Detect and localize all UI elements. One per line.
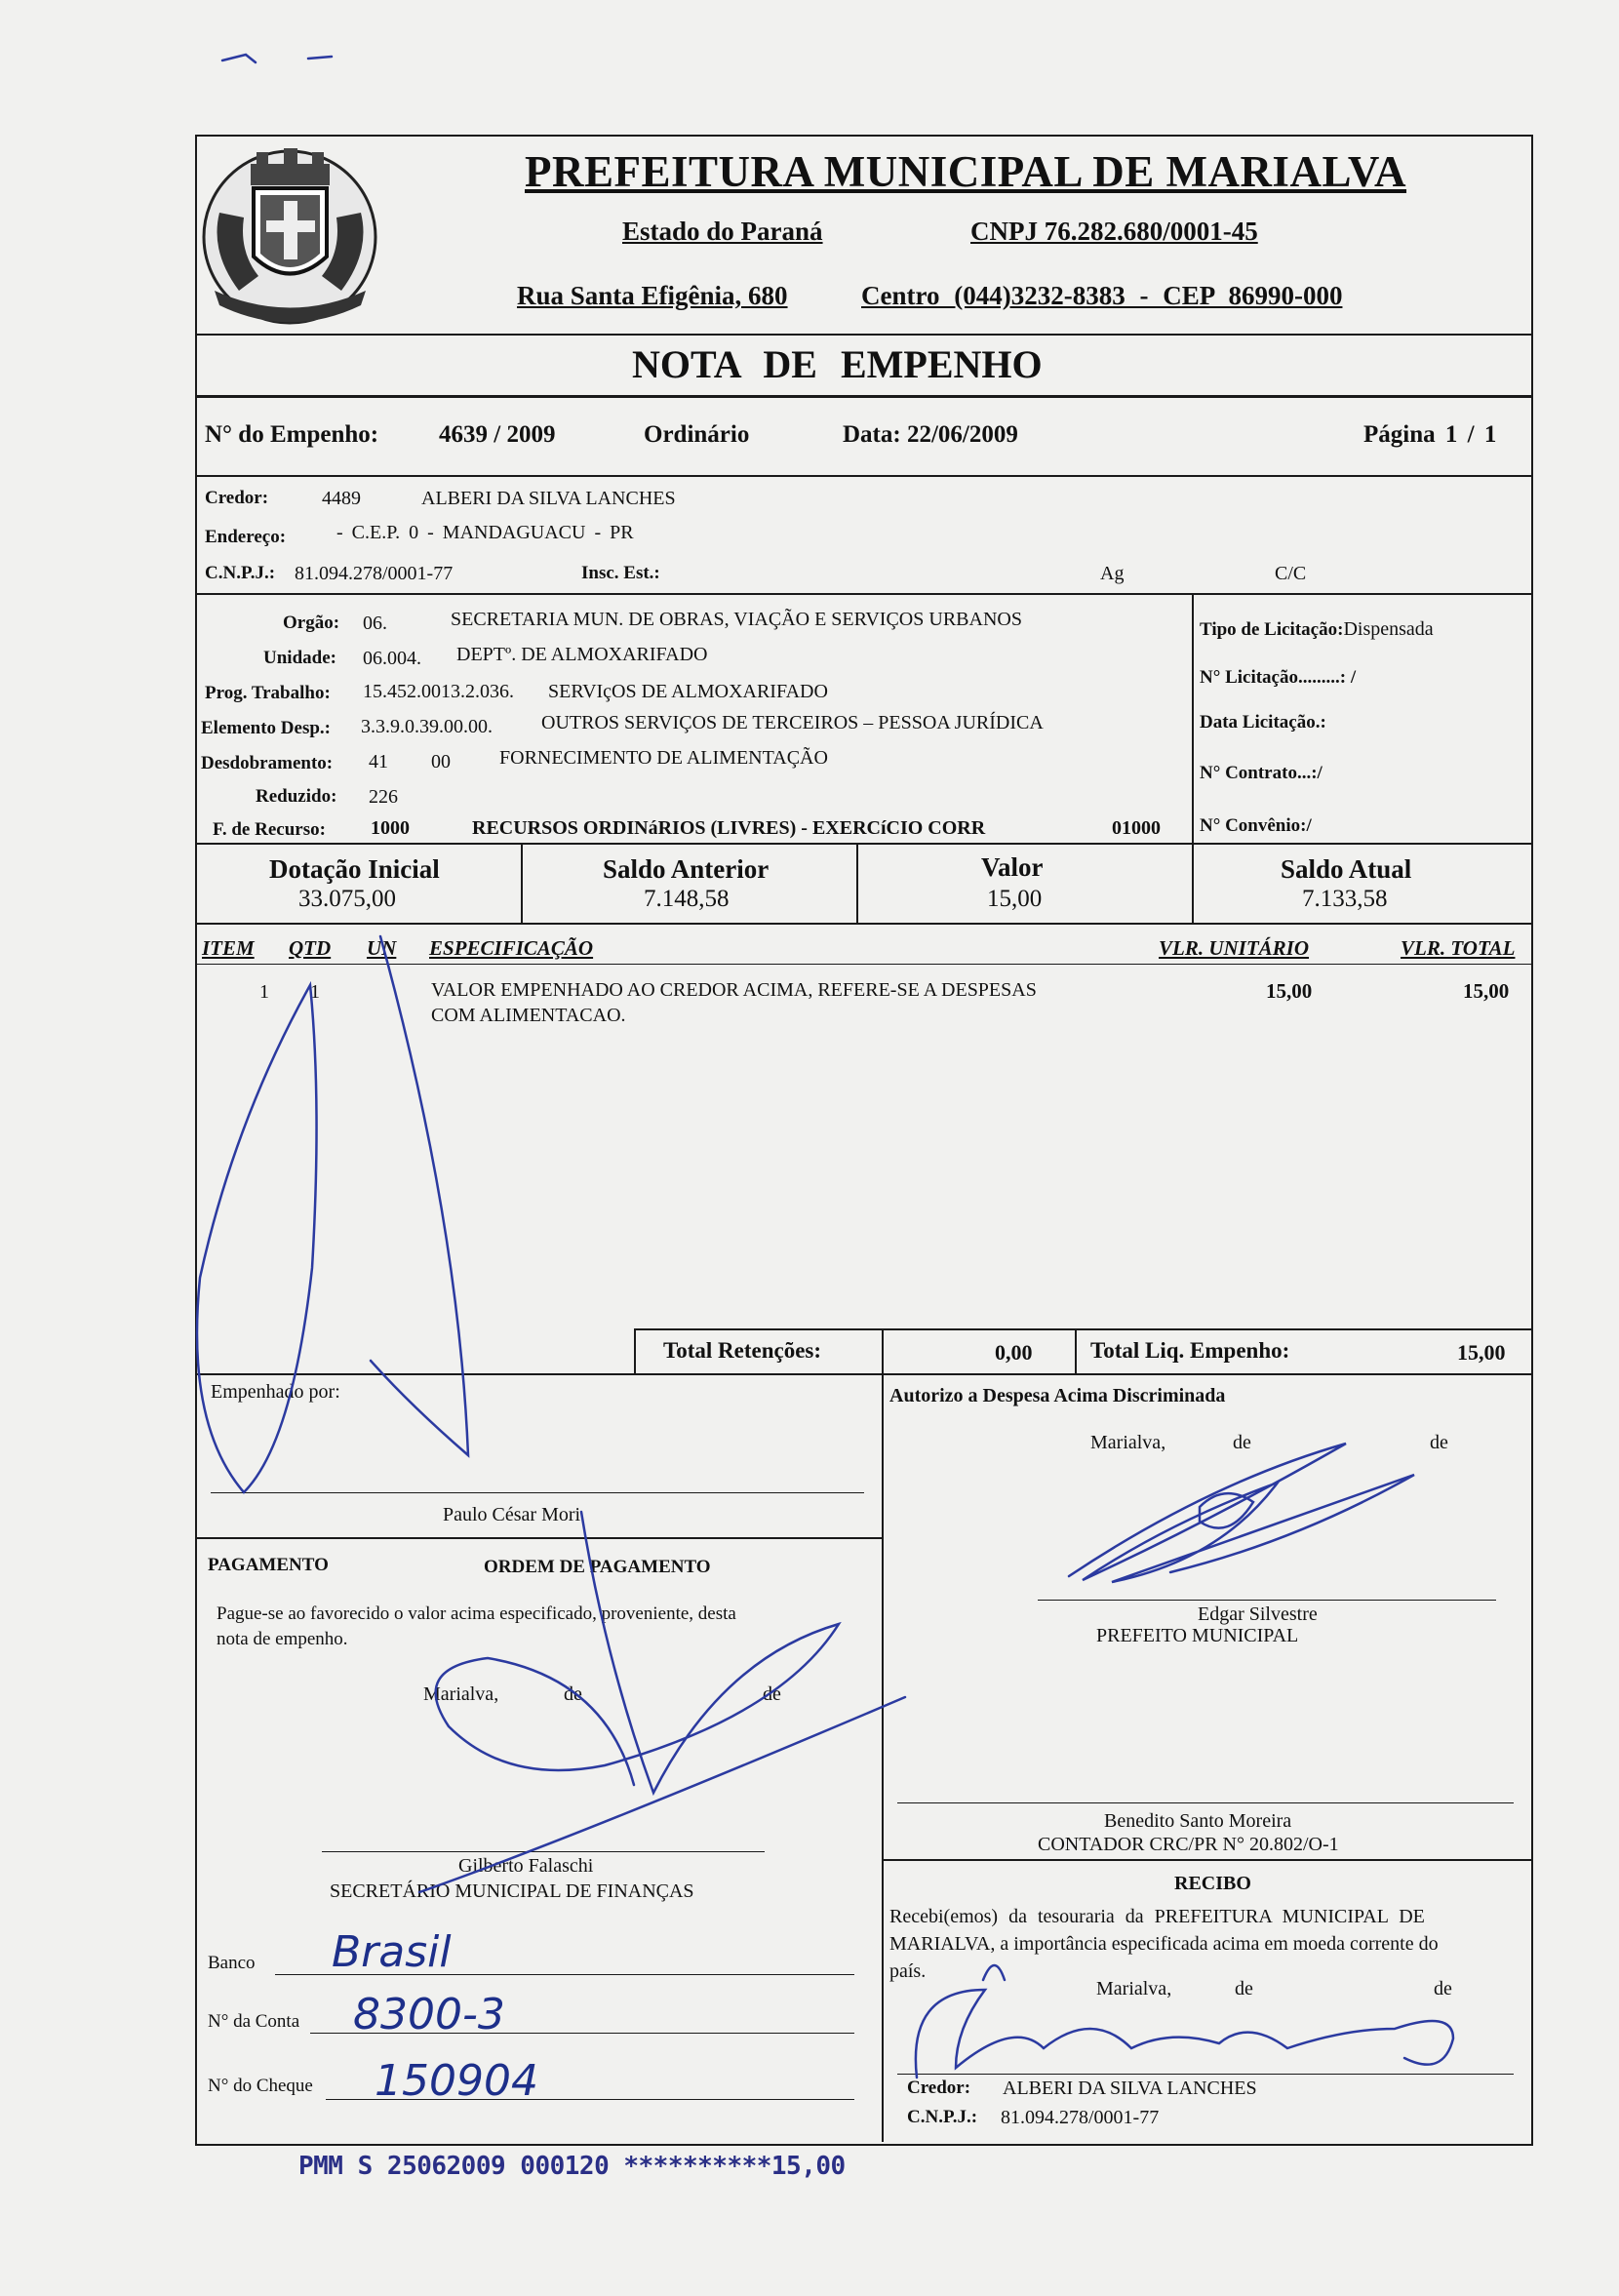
recibo-place: Marialva, [1096, 1978, 1172, 1999]
credor-name: ALBERI DA SILVA LANCHES [421, 488, 676, 509]
desdobramento-desc: FORNECIMENTO DE ALIMENTAÇÃO [499, 747, 828, 769]
orgao-desc: SECRETARIA MUN. DE OBRAS, VIAÇÃO E SERVIÇOS URBANOS [451, 609, 1022, 630]
unidade-code: 06.004. [363, 648, 421, 669]
saldo-anterior-label: Saldo Anterior [603, 854, 770, 884]
total-liquido-label: Total Liq. Empenho: [1090, 1338, 1290, 1363]
item-spec-line2: COM ALIMENTACAO. [431, 1005, 626, 1026]
col-un: UN [367, 936, 397, 960]
prog-label: Prog. Trabalho: [205, 683, 331, 703]
item-unit-value: 15,00 [1266, 979, 1313, 1003]
item-spec-line1: VALOR EMPENHADO AO CREDOR ACIMA, REFERE-SE A DESPESAS [431, 979, 1037, 1001]
ag-label: Ag [1100, 563, 1125, 584]
empenho-number: 4639 / 2009 [439, 421, 556, 448]
valor-value: 15,00 [987, 886, 1043, 912]
elemento-label: Elemento Desp.: [201, 718, 331, 738]
numero-convenio: N° Convênio:/ [1200, 815, 1312, 836]
fonte-desc: RECURSOS ORDINáRIOS (LIVRES) - EXERCíCIO CORR [472, 817, 986, 839]
empenho-number-label: N° do Empenho: [205, 421, 379, 448]
recibo-cnpj: 81.094.278/0001-77 [1001, 2107, 1160, 2128]
desdobramento-code: 41 [369, 751, 388, 772]
prefeito-name: Edgar Silvestre [1198, 1603, 1318, 1625]
saldo-atual-label: Saldo Atual [1281, 854, 1412, 884]
contador-name: Benedito Santo Moreira [1104, 1810, 1292, 1832]
desdobramento-sub: 00 [431, 751, 451, 772]
cnpj-label: C.N.P.J.: [205, 563, 276, 583]
cheque-label: N° do Cheque [208, 2076, 313, 2096]
empenhado-label: Empenhado por: [211, 1381, 340, 1403]
signature-prefeito [1069, 1444, 1414, 1582]
orgao-code: 06. [363, 613, 387, 634]
recibo-text1: Recebi(emos) da tesouraria da PREFEITURA MUNICIPAL DE [889, 1906, 1425, 1927]
banco-handwritten[interactable]: Brasil [332, 1927, 452, 1977]
document-title: NOTA DE EMPENHO [632, 342, 1043, 386]
total-liquido-value: 15,00 [1457, 1340, 1506, 1365]
header-contact: Centro (044)3232-8383 - CEP 86990-000 [861, 281, 1343, 310]
elemento-desc: OUTROS SERVIÇOS DE TERCEIROS – PESSOA JURÍDICA [541, 712, 1044, 733]
conta-handwritten[interactable]: 8300-3 [353, 1990, 505, 2039]
autorizo-de1: de [1233, 1432, 1251, 1453]
signature-empenhado-loop [197, 985, 317, 1492]
pagamento-text2: nota de empenho. [217, 1629, 348, 1649]
desdobramento-label: Desdobramento: [201, 753, 334, 773]
reduzido-label: Reduzido: [256, 786, 337, 807]
prog-desc: SERVIçOS DE ALMOXARIFADO [548, 681, 828, 702]
credor-code: 4489 [322, 488, 361, 509]
pagamento-de1: de [564, 1683, 582, 1705]
item-number: 1 [259, 981, 269, 1003]
total-retencoes-value: 0,00 [995, 1340, 1033, 1365]
empenho-page: Página 1 / 1 [1363, 421, 1497, 448]
saldo-atual-value: 7.133,58 [1302, 886, 1388, 912]
recibo-text3: país. [889, 1960, 927, 1982]
secretario-role: SECRETÁRIO MUNICIPAL DE FINANÇAS [330, 1880, 694, 1902]
autorizo-title: Autorizo a Despesa Acima Discriminada [889, 1385, 1226, 1406]
fonte-code: 1000 [371, 817, 410, 839]
reduzido-code: 226 [369, 786, 398, 808]
recibo-text2: MARIALVA, a importância especificada acima em moeda corrente do [889, 1933, 1439, 1955]
insc-est-label: Insc. Est.: [581, 563, 660, 583]
recibo-credor-name: ALBERI DA SILVA LANCHES [1003, 2078, 1257, 2099]
item-total-value: 15,00 [1463, 979, 1510, 1003]
col-qtd: QTD [289, 936, 332, 960]
ordem-pagamento-title: ORDEM DE PAGAMENTO [484, 1557, 711, 1577]
data-licitacao: Data Licitação.: [1200, 712, 1326, 732]
recibo-credor-label: Credor: [907, 2078, 971, 2098]
credor-cnpj: 81.094.278/0001-77 [295, 563, 454, 584]
contador-role: CONTADOR CRC/PR N° 20.802/O-1 [1038, 1834, 1339, 1855]
total-retencoes-label: Total Retenções: [663, 1338, 822, 1363]
header-title: PREFEITURA MUNICIPAL DE MARIALVA [525, 147, 1407, 196]
col-spec: ESPECIFICAÇÃO [429, 936, 594, 960]
elemento-code: 3.3.9.0.39.00.00. [361, 716, 493, 737]
autorizo-de2: de [1430, 1432, 1448, 1453]
saldo-dotacao-label: Dotação Inicial [269, 854, 440, 884]
numero-contrato: N° Contrato...:/ [1200, 763, 1323, 783]
credor-address: - C.E.P. 0 - MANDAGUACU - PR [336, 522, 634, 543]
valor-label: Valor [981, 852, 1044, 882]
recibo-title: RECIBO [1174, 1873, 1251, 1894]
header-address: Rua Santa Efigênia, 680 [517, 281, 788, 310]
pagamento-place: Marialva, [423, 1683, 499, 1705]
unidade-desc: DEPTº. DE ALMOXARIFADO [456, 644, 708, 665]
unidade-label: Unidade: [263, 648, 336, 668]
empenhado-name: Paulo César Mori [443, 1504, 581, 1525]
pagamento-text1: Pague-se ao favorecido o valor acima especificado, proveniente, desta [217, 1603, 736, 1624]
tipo-licitacao-text: Tipo de Licitação: [1200, 619, 1344, 640]
fonte-number: 01000 [1112, 817, 1161, 839]
cc-label: C/C [1275, 563, 1307, 584]
credor-label: Credor: [205, 488, 269, 508]
pagamento-label: PAGAMENTO [208, 1555, 329, 1575]
item-qtd: 1 [310, 981, 320, 1003]
recibo-de2: de [1434, 1978, 1452, 1999]
header-state: Estado do Paraná [622, 217, 823, 246]
saldo-dotacao-value: 33.075,00 [298, 886, 396, 912]
prog-code: 15.452.0013.2.036. [363, 681, 514, 702]
banco-label: Banco [208, 1953, 256, 1973]
empenho-type: Ordinário [644, 421, 750, 448]
orgao-label: Orgão: [283, 613, 340, 633]
address-label: Endereço: [205, 527, 287, 547]
recibo-de1: de [1235, 1978, 1253, 1999]
cheque-handwritten[interactable]: 150904 [375, 2056, 538, 2106]
header-cnpj: CNPJ 76.282.680/0001-45 [970, 217, 1258, 246]
pagamento-de2: de [763, 1683, 781, 1705]
prefeito-role: PREFEITO MUNICIPAL [1096, 1625, 1299, 1646]
col-item: ITEM [202, 936, 255, 960]
col-total-value: VLR. TOTAL [1401, 936, 1516, 960]
conta-label: N° da Conta [208, 2011, 300, 2032]
fonte-label: F. de Recurso: [213, 819, 326, 840]
numero-licitacao: N° Licitação.........: / [1200, 667, 1357, 688]
bank-stamp: PMM S 25062009 000120 **********15,00 [298, 2152, 846, 2181]
tipo-licitacao-value: Dispensada [1343, 618, 1434, 640]
secretario-name: Gilberto Falaschi [458, 1855, 594, 1877]
empenho-date: Data: 22/06/2009 [843, 421, 1018, 448]
signature-empenhado-stroke [371, 936, 468, 1455]
autorizo-place: Marialva, [1090, 1432, 1166, 1453]
col-unit-value: VLR. UNITÁRIO [1159, 936, 1310, 960]
signature-credor [916, 1990, 1453, 2078]
saldo-anterior-value: 7.148,58 [644, 886, 730, 912]
recibo-cnpj-label: C.N.P.J.: [907, 2107, 978, 2127]
